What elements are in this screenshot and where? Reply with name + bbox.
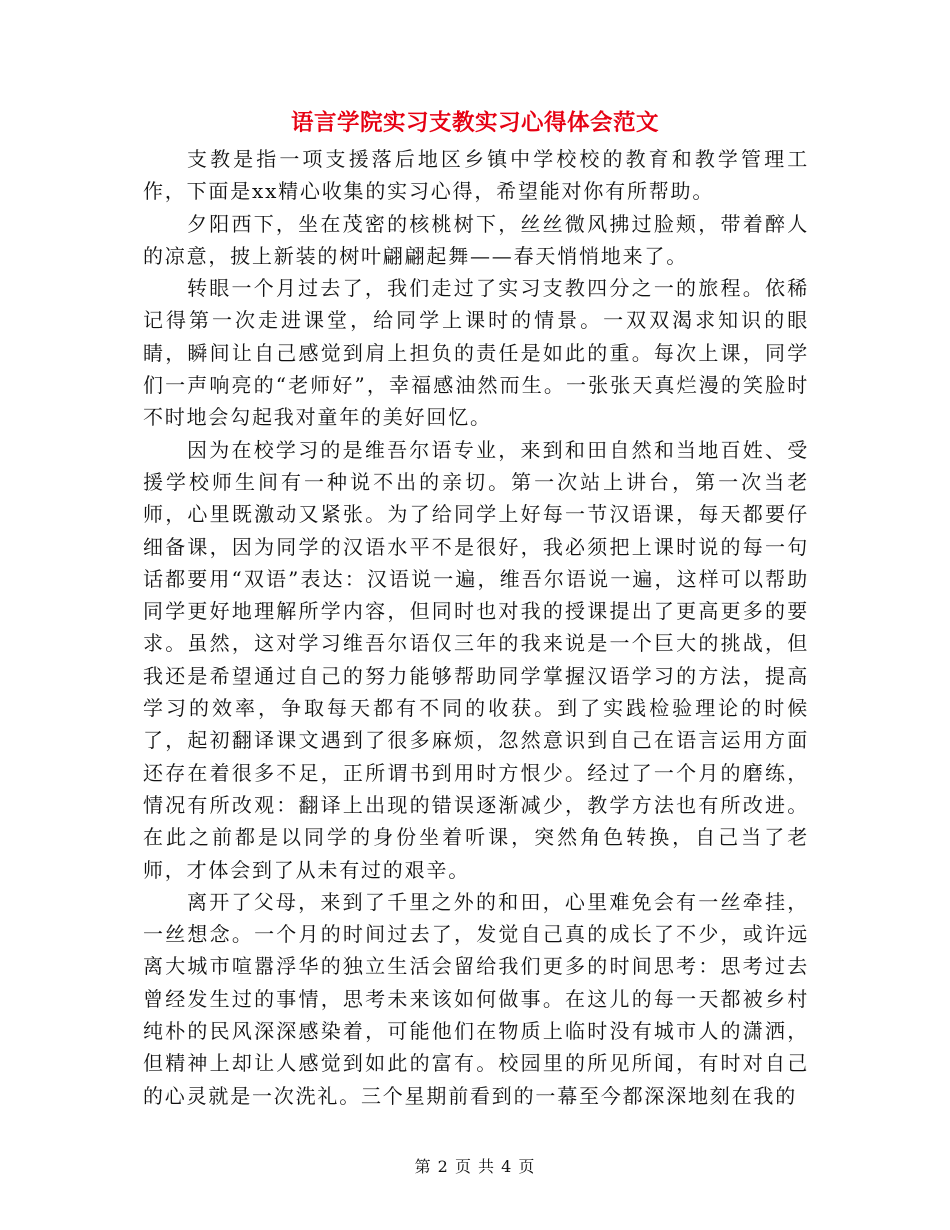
paragraph-intro: 支教是指一项支援落后地区乡镇中学校校的教育和教学管理工作，下面是xx精心收集的实习心得，希望能对你有所帮助。 xyxy=(143,147,809,204)
paragraph-leaving-home: 离开了父母，来到了千里之外的和田，心里难免会有一丝牵挂，一丝想念。一个月的时间过去了，发觉自己真的成长了不少，或许远离大城市喧嚣浮华的独立生活会留给我们更多的时间思考：思考过去曾经发生过的事情，思考未来该如何做事。在这儿的每一天都被乡村纯朴的民风深深感染着，可能他们在物质上临时没有城市人的潇洒，但精神上却让人感觉到如此的富有。校园里的所见所闻，有时对自己的心灵就是一次洗礼。三个星期前看到的一幕至今都深深地刻在我的 xyxy=(143,889,809,1108)
paragraph-first-month: 转眼一个月过去了，我们走过了实习支教四分之一的旅程。依稀记得第一次走进课堂，给同学上课时的情景。一双双渴求知识的眼睛，瞬间让自己感觉到肩上担负的责任是如此的重。每次上课，同学们一声响亮的“老师好”，幸福感油然而生。一张张天真烂漫的笑脸时不时地会勾起我对童年的美好回忆。 xyxy=(143,276,809,430)
document-body xyxy=(143,143,809,1112)
paragraph-sunset: 夕阳西下，坐在茂密的核桃树下，丝丝微风拂过脸颊，带着醉人的凉意，披上新装的树叶翩翩起舞——春天悄悄地来了。 xyxy=(143,211,809,268)
page-number-text: 第 2 页 共 4 页 xyxy=(414,1157,536,1176)
page-number-footer xyxy=(0,1156,950,1178)
paragraph-uyghur-teaching: 因为在校学习的是维吾尔语专业，来到和田自然和当地百姓、受援学校师生间有一种说不出的亲切。第一次站上讲台，第一次当老师，心里既激动又紧张。为了给同学上好每一节汉语课，每天都要仔细备课，因为同学的汉语水平不是很好，我必须把上课时说的每一句话都要用“双语”表达：汉语说一遍，维吾尔语说一遍，这样可以帮助同学更好地理解所学内容，但同时也对我的授课提出了更高更多的要求。虽然，这对学习维吾尔语仅三年的我来说是一个巨大的挑战，但我还是希望通过自己的努力能够帮助同学掌握汉语学习的方法，提高学习的效率，争取每天都有不同的收获。到了实践检验理论的时候了，起初翻译课文遇到了很多麻烦，忽然意识到自己在语言运用方面还存在着很多不足，正所谓书到用时方恨少。经过了一个月的磨练，情况有所改观：翻译上出现的错误逐渐减少，教学方法也有所改进。在此之前都是以同学的身份坐着听课，突然角色转换，自己当了老师，才体会到了从未有过的艰辛。 xyxy=(143,437,809,882)
document-title: 语言学院实习支教实习心得体会范文 xyxy=(290,110,659,136)
